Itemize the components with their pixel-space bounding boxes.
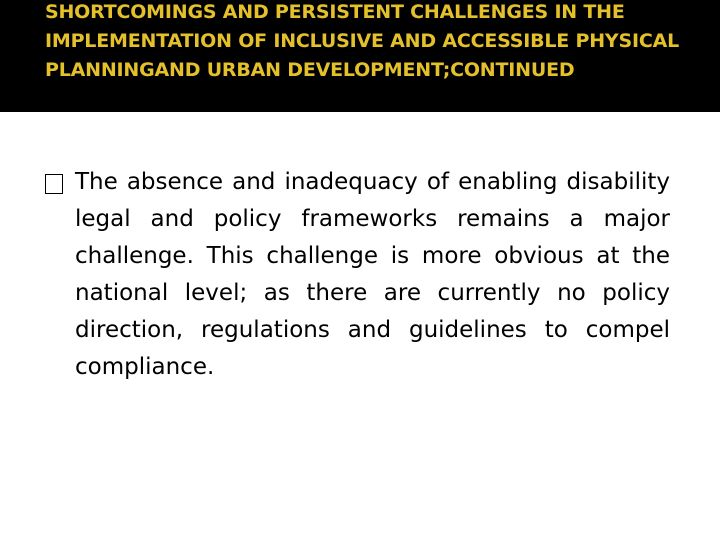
slide-title: SHORTCOMINGS AND PERSISTENT CHALLENGES IN THE IMPLEMENTATION OF INCLUSIVE AND ACCESSIBLE PHYSICAL PLANNINGAND URBAN DEVELOPMENT;CONTINUED (45, 1, 679, 81)
bullet-text: The absence and inadequacy of enabling disability legal and policy frameworks remains a major challenge. This challenge is more obvious at the national level; as there are currently no policy direction, regulations and guidelines to compel compliance. (75, 169, 670, 380)
bullet-item (45, 164, 670, 386)
bullet-box-icon (45, 174, 63, 194)
title-band (0, 0, 720, 112)
slide-body (45, 164, 670, 386)
